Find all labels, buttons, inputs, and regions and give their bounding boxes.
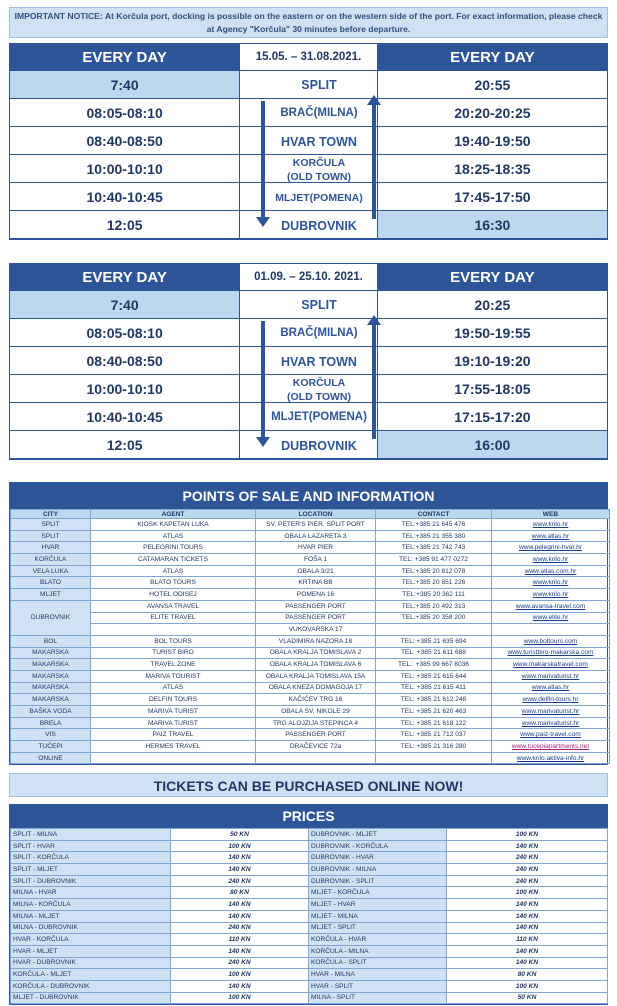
location-cell: SV. PETER'S PIER, SPLIT PORT (256, 519, 376, 531)
price-cell: 140 KN (171, 945, 309, 957)
table-row (11, 600, 610, 612)
return-time: 19:40-19:50 (377, 127, 607, 154)
price-cell: 240 KN (447, 864, 608, 876)
price-cell: 240 KN (447, 875, 608, 887)
table-row (11, 682, 610, 694)
route-cell: SPLIT - MILNA (11, 829, 171, 841)
agent-cell (91, 752, 256, 764)
stop-label: DUBROVNIK (281, 439, 357, 453)
stop-label: MLJET(POMENA) (271, 411, 367, 423)
agent-cell: MARIVA TURIST (91, 706, 256, 718)
route-cell: MLJET - MILNA (309, 910, 447, 922)
route-cell: DUBROVNIK - SPLIT (309, 875, 447, 887)
agent-cell: HOTEL ODISEJ (91, 589, 256, 601)
depart-time: 08:40-08:50 (10, 347, 240, 374)
location-cell: FOŠA 1 (256, 554, 376, 566)
contact-cell: TEL:+385 21 355 380 (376, 530, 492, 542)
location-cell: OBALA SV. NIKOLE 29 (256, 706, 376, 718)
location-cell: TRG ALOJZIJA STEPINCA 4 (256, 717, 376, 729)
stop-label-2: (OLD TOWN) (287, 171, 351, 183)
agent-cell: TRAVEL ZONE (91, 659, 256, 671)
city-cell: MLJET (11, 589, 91, 601)
contact-cell: TEL:+385 20 812 078 (376, 565, 492, 577)
price-row (11, 852, 608, 864)
contact-cell (376, 752, 492, 764)
price-row (11, 887, 608, 899)
contact-cell: TEL:+385 20 851 226 (376, 577, 492, 589)
depart-time: 10:40-10:45 (10, 183, 240, 210)
period-label: 15.05. – 31.08.2021. (240, 44, 377, 70)
price-cell: 100 KN (171, 969, 309, 981)
arrow-down-icon (261, 101, 265, 219)
contact-cell: TEL: +385 21 712 037 (376, 729, 492, 741)
return-time: 17:55-18:05 (377, 375, 607, 402)
city-cell: SPLIT (11, 530, 91, 542)
price-cell: 100 KN (171, 992, 309, 1004)
location-cell: OBALA LAZARETA 3 (256, 530, 376, 542)
web-link[interactable]: www.paiz-travel.com (492, 729, 610, 741)
depart-time: 12:05 (10, 431, 240, 458)
table-row (11, 729, 610, 741)
location-cell (256, 752, 376, 764)
route-cell: DUBROVNIK - MLJET (309, 829, 447, 841)
prices-title: PRICES (10, 805, 607, 828)
price-row (11, 934, 608, 946)
contact-cell: TEL: +385 21 615 411 (376, 682, 492, 694)
contact-cell: TEL:+385 21 645 476 (376, 519, 492, 531)
contact-cell: TEL: +385 91 477 0272 (376, 554, 492, 566)
price-cell: 100 KN (447, 980, 608, 992)
price-cell: 240 KN (447, 852, 608, 864)
table-header-row (11, 510, 610, 519)
web-link[interactable]: www.marivaturist.hr (492, 706, 610, 718)
points-of-sale-table (10, 509, 610, 764)
column-header: CITY (11, 510, 91, 519)
price-row (11, 980, 608, 992)
contact-cell: TEL: +385 21 615 644 (376, 670, 492, 682)
location-cell: KRTINA BB (256, 577, 376, 589)
column-header: LOCATION (256, 510, 376, 519)
contact-cell: TEL:+385 20 492 313 (376, 600, 492, 612)
agent-cell: BOL TOURS (91, 635, 256, 647)
price-cell: 100 KN (447, 887, 608, 899)
web-link[interactable]: www.krilo.aktiva-info.hr (492, 752, 610, 764)
table-row (11, 752, 610, 764)
price-cell: 140 KN (447, 922, 608, 934)
table-row (11, 589, 610, 601)
price-cell: 80 KN (447, 969, 608, 981)
return-time: 17:45-17:50 (377, 183, 607, 210)
price-cell: 140 KN (171, 864, 309, 876)
location-cell: OBALA KRALJA TOMISLAVA 6 (256, 659, 376, 671)
period-label: 01.09. – 25.10. 2021. (240, 264, 377, 290)
stop-label-2: (OLD TOWN) (287, 391, 351, 403)
city-cell: BLATO (11, 577, 91, 589)
price-cell: 100 KN (171, 840, 309, 852)
price-row (11, 957, 608, 969)
route-cell: KORČULA - DUBROVNIK (11, 980, 171, 992)
web-link[interactable]: www.marivaturist.hr (492, 717, 610, 729)
schedule-autumn (9, 263, 608, 460)
city-cell: MAKARSKA (11, 682, 91, 694)
contact-cell: TEL.: +385 99 667 8036 (376, 659, 492, 671)
stop-label: KORČULA (292, 157, 346, 169)
return-time: 20:20-20:25 (377, 99, 607, 126)
price-cell: 140 KN (447, 910, 608, 922)
price-cell: 140 KN (171, 852, 309, 864)
return-time: 18:25-18:35 (377, 155, 607, 182)
city-cell: SPLIT (11, 519, 91, 531)
table-row (11, 659, 610, 671)
price-row (11, 945, 608, 957)
agent-cell: ELITE TRAVEL (91, 612, 256, 624)
table-row (11, 635, 610, 647)
prices-table (10, 828, 608, 1004)
route-cell: MLJET - HVAR (309, 899, 447, 911)
city-cell: MAKARSKA (11, 647, 91, 659)
city-cell: VIS (11, 729, 91, 741)
return-time: 19:50-19:55 (377, 319, 607, 346)
stop-label: SPLIT (301, 78, 337, 92)
location-cell: OBALA KRALJA TOMISLAVA 15A (256, 670, 376, 682)
price-row (11, 910, 608, 922)
web-link[interactable]: www.marivaturist.hr (492, 670, 610, 682)
agent-cell: DELFIN TOURS (91, 694, 256, 706)
depart-time: 08:05-08:10 (10, 319, 240, 346)
route-cell: SPLIT - KORČULA (11, 852, 171, 864)
depart-time: 08:40-08:50 (10, 127, 240, 154)
depart-time: 10:40-10:45 (10, 403, 240, 430)
price-cell: 240 KN (171, 957, 309, 969)
stop-label: HVAR TOWN (281, 135, 357, 149)
route-cell: MILNA - KORČULA (11, 899, 171, 911)
route-cell: MILNA - HVAR (11, 887, 171, 899)
route-cell: DUBROVNIK - KORČULA (309, 840, 447, 852)
web-link[interactable]: www.atlas.hr (492, 530, 610, 542)
city-cell: KORČULA (11, 554, 91, 566)
return-time: 17:15-17:20 (377, 403, 607, 430)
location-cell: DRAČEVICE 72a (256, 741, 376, 753)
agent-cell: KIOSK KAPETAN LUKA (91, 519, 256, 531)
price-cell: 140 KN (171, 899, 309, 911)
price-cell: 140 KN (447, 899, 608, 911)
city-cell: HVAR (11, 542, 91, 554)
price-row (11, 969, 608, 981)
column-header: CONTACT (376, 510, 492, 519)
location-cell: POMENA 16 (256, 589, 376, 601)
arrow-up-icon (372, 103, 376, 219)
web-link[interactable]: www.krilo.hr (492, 554, 610, 566)
price-row (11, 992, 608, 1004)
city-cell: BAŠKA VODA (11, 706, 91, 718)
price-cell: 140 KN (171, 910, 309, 922)
web-link[interactable]: www.boltours.com (492, 635, 610, 647)
city-cell: VELA LUKA (11, 565, 91, 577)
schedule-header (10, 264, 607, 291)
agent-cell: CATAMARAN TICKETS (91, 554, 256, 566)
route-cell: SPLIT - HVAR (11, 840, 171, 852)
route-cell: MILNA - MLJET (11, 910, 171, 922)
price-row (11, 829, 608, 841)
web-link[interactable]: www.pelegrini-hvar.hr (492, 542, 610, 554)
web-link[interactable]: www.delfin-tours.hr (492, 694, 610, 706)
price-cell: 100 KN (447, 829, 608, 841)
city-cell (11, 600, 91, 612)
city-cell: MAKARSKA (11, 670, 91, 682)
contact-cell: TEL: +385 21 316 280 (376, 741, 492, 753)
price-cell: 50 KN (447, 992, 608, 1004)
route-cell: KORČULA - MLJET (11, 969, 171, 981)
return-time: 20:25 (377, 291, 607, 318)
price-cell: 240 KN (171, 922, 309, 934)
agent-cell: AVANSA TRAVEL (91, 600, 256, 612)
agent-cell: MARIVA TOURIST (91, 670, 256, 682)
table-row (11, 706, 610, 718)
agent-cell: BLATO TOURS (91, 577, 256, 589)
web-link[interactable]: www.turistbiro-makarska.com (492, 647, 610, 659)
price-cell: 140 KN (447, 957, 608, 969)
points-of-sale-title: POINTS OF SALE AND INFORMATION (10, 483, 607, 509)
city-cell: MAKARSKA (11, 659, 91, 671)
route-cell: MLJET - SPLIT (309, 922, 447, 934)
city-cell: DUBROVNIK (11, 612, 91, 624)
contact-cell: TEL: +385 21 612 248 (376, 694, 492, 706)
location-cell: PASSENGER PORT (256, 600, 376, 612)
agent-cell: HERMES TRAVEL (91, 741, 256, 753)
agent-cell: PELEGRINI TOURS (91, 542, 256, 554)
location-cell: VUKOVARSKA 17 (256, 624, 376, 636)
table-row (11, 577, 610, 589)
contact-cell: TEL:+385 20 362 111 (376, 589, 492, 601)
schedule-summer (9, 43, 608, 240)
route-stops (250, 71, 388, 239)
route-cell: HVAR - MILNA (309, 969, 447, 981)
table-row (11, 612, 610, 624)
contact-cell (376, 624, 492, 636)
route-cell: MLJET - DUBROVNIK (11, 992, 171, 1004)
web-link[interactable]: www.krilo.hr (492, 577, 610, 589)
contact-cell: TEL:+385 20 358 200 (376, 612, 492, 624)
stop-label: BRAČ(MILNA) (280, 107, 358, 119)
agent-cell: ATLAS (91, 530, 256, 542)
route-cell: DUBROVNIK - HVAR (309, 852, 447, 864)
contact-cell: TEL: +385 21 620 463 (376, 706, 492, 718)
right-header: EVERY DAY (377, 264, 607, 290)
location-cell: PASSENGER PORT (256, 612, 376, 624)
return-time: 16:30 (377, 211, 607, 238)
city-cell (11, 624, 91, 636)
location-cell: OBALA KNEZA DOMAGOJA 17 (256, 682, 376, 694)
table-row (11, 694, 610, 706)
left-header: EVERY DAY (10, 44, 240, 70)
route-cell: MILNA - DUBROVNIK (11, 922, 171, 934)
price-cell: 140 KN (447, 945, 608, 957)
route-cell: SPLIT - DUBROVNIK (11, 875, 171, 887)
price-cell: 50 KN (171, 829, 309, 841)
prices-section (9, 804, 608, 1005)
price-row (11, 899, 608, 911)
stop-label: SPLIT (301, 298, 337, 312)
depart-time: 10:00-10:10 (10, 375, 240, 402)
important-notice: IMPORTANT NOTICE: At Korčula port, docking is possible on the eastern or on the western side of the port. For exact information, please check at Agency "Korčula" 30 minutes before departure. (9, 7, 608, 38)
return-time: 19:10-19:20 (377, 347, 607, 374)
web-link[interactable]: www.avansa-travel.com (492, 600, 610, 612)
depart-time: 08:05-08:10 (10, 99, 240, 126)
table-row (11, 717, 610, 729)
agent-cell: ATLAS (91, 565, 256, 577)
table-row (11, 647, 610, 659)
online-tickets-banner: TICKETS CAN BE PURCHASED ONLINE NOW! (9, 773, 608, 797)
return-time: 16:00 (377, 431, 607, 458)
route-cell: HVAR - MLJET (11, 945, 171, 957)
arrow-down-icon (261, 321, 265, 439)
route-cell: MILNA - SPLIT (309, 992, 447, 1004)
price-row (11, 864, 608, 876)
web-link[interactable]: www.makarskatravel.com (492, 659, 610, 671)
location-cell: HVAR PIER (256, 542, 376, 554)
column-header: AGENT (91, 510, 256, 519)
table-row (11, 565, 610, 577)
depart-time: 10:00-10:10 (10, 155, 240, 182)
table-row (11, 530, 610, 542)
agent-cell: MARIVA TURIST (91, 717, 256, 729)
agent-cell: TURIST BIRO (91, 647, 256, 659)
points-of-sale (9, 482, 608, 765)
stop-label: MLJET(POMENA) (275, 192, 363, 204)
location-cell: OBALA 3/21 (256, 565, 376, 577)
route-cell: KORČULA - HVAR (309, 934, 447, 946)
location-cell: KAČIĆEV TRG 16 (256, 694, 376, 706)
depart-time: 12:05 (10, 211, 240, 238)
depart-time: 7:40 (10, 71, 240, 98)
stop-label: BRAČ(MILNA) (280, 327, 358, 339)
location-cell: PASSENGER PORT (256, 729, 376, 741)
route-cell: SPLIT - MLJET (11, 864, 171, 876)
price-cell: 110 KN (171, 934, 309, 946)
price-cell: 110 KN (447, 934, 608, 946)
left-header: EVERY DAY (10, 264, 240, 290)
table-row (11, 670, 610, 682)
web-link[interactable]: www.krilo.hr (492, 589, 610, 601)
city-cell: BOL (11, 635, 91, 647)
price-row (11, 840, 608, 852)
route-stops (250, 291, 388, 459)
price-cell: 140 KN (447, 840, 608, 852)
price-cell: 240 KN (171, 875, 309, 887)
route-cell: KORČULA - MILNA (309, 945, 447, 957)
column-header: WEB (492, 510, 610, 519)
price-cell: 140 KN (171, 980, 309, 992)
location-cell: OBALA KRALJA TOMISLAVA 2 (256, 647, 376, 659)
table-row (11, 554, 610, 566)
route-cell: DUBROVNIK - MILNA (309, 864, 447, 876)
agent-cell (91, 624, 256, 636)
web-link[interactable]: www.atlas.com.hr (492, 565, 610, 577)
contact-cell: TEL: +385 21 635 694 (376, 635, 492, 647)
price-row (11, 875, 608, 887)
city-cell: MAKARSKA (11, 694, 91, 706)
stop-label: DUBROVNIK (281, 219, 357, 233)
schedule-header (10, 44, 607, 71)
agent-cell: PAIZ TRAVEL (91, 729, 256, 741)
stop-label: HVAR TOWN (281, 355, 357, 369)
web-link[interactable]: www.elite.hr (492, 612, 610, 624)
web-link[interactable]: www.atlas.hr (492, 682, 610, 694)
city-cell: BRELA (11, 717, 91, 729)
depart-time: 7:40 (10, 291, 240, 318)
contact-cell: TEL:+385 21 742 743 (376, 542, 492, 554)
contact-cell: TEL: +385 21 611 688 (376, 647, 492, 659)
return-time: 20:55 (377, 71, 607, 98)
route-cell: MLJET - KORČULA (309, 887, 447, 899)
route-cell: KORČULA - SPLIT (309, 957, 447, 969)
city-cell: ONLINE (11, 752, 91, 764)
route-cell: HVAR - KORČULA (11, 934, 171, 946)
table-row (11, 542, 610, 554)
contact-cell: TEL: +385 21 618 122 (376, 717, 492, 729)
stop-label: KORČULA (292, 377, 346, 389)
web-link (492, 624, 610, 636)
agent-cell: ATLAS (91, 682, 256, 694)
right-header: EVERY DAY (377, 44, 607, 70)
table-row (11, 624, 610, 636)
route-cell: HVAR - SPLIT (309, 980, 447, 992)
table-row (11, 741, 610, 753)
web-link[interactable]: www.krilo.hr (492, 519, 610, 531)
route-cell: HVAR - DUBROVNIK (11, 957, 171, 969)
price-cell: 80 KN (171, 887, 309, 899)
price-row (11, 922, 608, 934)
city-cell: TUČEPI (11, 741, 91, 753)
arrow-up-icon (372, 323, 376, 439)
web-link[interactable]: www.tucepiapartments.net (492, 741, 610, 753)
table-row (11, 519, 610, 531)
location-cell: VLADIMIRA NAZORA 18 (256, 635, 376, 647)
